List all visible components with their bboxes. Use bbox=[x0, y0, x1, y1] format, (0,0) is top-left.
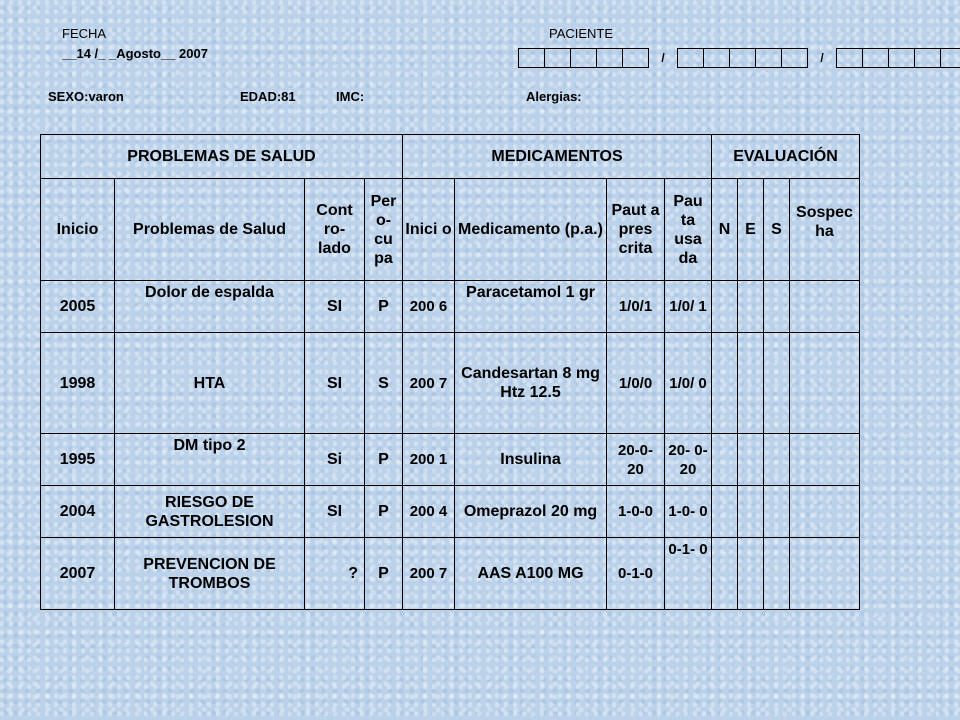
health-problems-table bbox=[40, 134, 860, 610]
cell-controlado: SI bbox=[305, 281, 365, 333]
patient-id-box[interactable] bbox=[544, 48, 570, 68]
patient-id-group-2 bbox=[677, 48, 808, 68]
cell-n[interactable] bbox=[712, 538, 738, 610]
cell-preocupa: P bbox=[365, 538, 403, 610]
cell-inicio: 2007 bbox=[41, 538, 115, 610]
cell-inicio: 1998 bbox=[41, 333, 115, 434]
col-e: E bbox=[738, 179, 764, 281]
col-sospecha: Sospec ha bbox=[790, 179, 860, 281]
cell-pauta-prescrita: 20-0- 20 bbox=[607, 434, 665, 486]
cell-medicamento-line1: Candesartan 8 mg bbox=[461, 365, 600, 382]
cell-medicamento bbox=[455, 333, 607, 434]
patient-id-box[interactable] bbox=[781, 48, 807, 68]
cell-e[interactable] bbox=[738, 486, 764, 538]
cell-n[interactable] bbox=[712, 333, 738, 434]
col-problemas: Problemas de Salud bbox=[115, 179, 305, 281]
table-row bbox=[41, 281, 860, 333]
cell-controlado: ? bbox=[305, 538, 365, 610]
patient-id-box[interactable] bbox=[596, 48, 622, 68]
cell-e[interactable] bbox=[738, 281, 764, 333]
patient-id-box[interactable] bbox=[570, 48, 596, 68]
patient-id-boxes bbox=[518, 48, 960, 68]
cell-s[interactable] bbox=[764, 538, 790, 610]
cell-n[interactable] bbox=[712, 281, 738, 333]
cell-inicio-med: 200 1 bbox=[403, 434, 455, 486]
cell-problema: PREVENCION DE TROMBOS bbox=[115, 538, 305, 610]
cell-pauta-usada: 0-1- 0 bbox=[665, 538, 712, 610]
cell-sospecha[interactable] bbox=[790, 434, 860, 486]
col-s: S bbox=[764, 179, 790, 281]
cell-pauta-usada: 1/0/ 1 bbox=[665, 281, 712, 333]
cell-inicio-med: 200 7 bbox=[403, 333, 455, 434]
cell-e[interactable] bbox=[738, 434, 764, 486]
cell-problema: Dolor de espalda bbox=[115, 281, 305, 333]
cell-s[interactable] bbox=[764, 486, 790, 538]
cell-medicamento: Insulina bbox=[455, 434, 607, 486]
patient-id-box[interactable] bbox=[862, 48, 888, 68]
cell-medicamento-line2: Htz 12.5 bbox=[500, 384, 561, 401]
group-medicamentos: MEDICAMENTOS bbox=[403, 135, 712, 179]
patient-id-box[interactable] bbox=[914, 48, 940, 68]
cell-preocupa: P bbox=[365, 434, 403, 486]
patient-id-separator: / bbox=[820, 51, 824, 65]
cell-s[interactable] bbox=[764, 281, 790, 333]
group-problemas: PROBLEMAS DE SALUD bbox=[41, 135, 403, 179]
sexo-field: SEXO:varon bbox=[48, 89, 124, 104]
table-row bbox=[41, 434, 860, 486]
cell-medicamento: AAS A100 MG bbox=[455, 538, 607, 610]
table-row bbox=[41, 486, 860, 538]
col-inicio-med: Inici o bbox=[403, 179, 455, 281]
cell-inicio: 1995 bbox=[41, 434, 115, 486]
cell-pauta-usada: 1-0- 0 bbox=[665, 486, 712, 538]
cell-problema: RIESGO DE GASTROLESION bbox=[115, 486, 305, 538]
col-controlado: Cont ro- lado bbox=[305, 179, 365, 281]
cell-preocupa: S bbox=[365, 333, 403, 434]
patient-id-box[interactable] bbox=[755, 48, 781, 68]
cell-inicio-med: 200 6 bbox=[403, 281, 455, 333]
cell-problema: DM tipo 2 bbox=[115, 434, 305, 486]
cell-sospecha[interactable] bbox=[790, 538, 860, 610]
patient-id-group-1 bbox=[518, 48, 649, 68]
cell-pauta-prescrita: 1-0-0 bbox=[607, 486, 665, 538]
patient-id-box[interactable] bbox=[729, 48, 755, 68]
cell-pauta-usada: 20- 0-20 bbox=[665, 434, 712, 486]
cell-n[interactable] bbox=[712, 434, 738, 486]
cell-pauta-prescrita: 1/0/0 bbox=[607, 333, 665, 434]
cell-pauta-usada: 1/0/ 0 bbox=[665, 333, 712, 434]
imc-field: IMC: bbox=[336, 89, 365, 104]
edad-field: EDAD:81 bbox=[240, 89, 296, 104]
cell-medicamento: Omeprazol 20 mg bbox=[455, 486, 607, 538]
col-inicio: Inicio bbox=[41, 179, 115, 281]
cell-n[interactable] bbox=[712, 486, 738, 538]
patient-id-box[interactable] bbox=[940, 48, 960, 68]
patient-id-box[interactable] bbox=[888, 48, 914, 68]
table-row bbox=[41, 538, 860, 610]
patient-id-separator: / bbox=[661, 51, 665, 65]
col-pauta-prescrita: Paut a pres crita bbox=[607, 179, 665, 281]
column-header-row bbox=[41, 179, 860, 281]
paciente-label: PACIENTE bbox=[549, 26, 614, 41]
cell-medicamento: Paracetamol 1 gr bbox=[455, 281, 607, 333]
cell-inicio-med: 200 4 bbox=[403, 486, 455, 538]
cell-preocupa: P bbox=[365, 281, 403, 333]
patient-id-box[interactable] bbox=[677, 48, 703, 68]
cell-inicio-med: 200 7 bbox=[403, 538, 455, 610]
table-row bbox=[41, 333, 860, 434]
cell-inicio: 2005 bbox=[41, 281, 115, 333]
cell-s[interactable] bbox=[764, 434, 790, 486]
cell-problema: HTA bbox=[115, 333, 305, 434]
group-header-row bbox=[41, 135, 860, 179]
col-pauta-usada: Pau ta usa da bbox=[665, 179, 712, 281]
col-preocupa: Per o- cu pa bbox=[365, 179, 403, 281]
cell-pauta-prescrita: 1/0/1 bbox=[607, 281, 665, 333]
cell-e[interactable] bbox=[738, 333, 764, 434]
col-medicamento: Medicamento (p.a.) bbox=[455, 179, 607, 281]
cell-controlado: Si bbox=[305, 434, 365, 486]
fecha-value: __14 /_ _Agosto__ 2007 bbox=[62, 46, 208, 61]
cell-sospecha[interactable] bbox=[790, 281, 860, 333]
cell-pauta-prescrita: 0-1-0 bbox=[607, 538, 665, 610]
cell-sospecha[interactable] bbox=[790, 333, 860, 434]
col-n: N bbox=[712, 179, 738, 281]
cell-controlado: SI bbox=[305, 486, 365, 538]
cell-e[interactable] bbox=[738, 538, 764, 610]
cell-inicio: 2004 bbox=[41, 486, 115, 538]
cell-preocupa: P bbox=[365, 486, 403, 538]
cell-s[interactable] bbox=[764, 333, 790, 434]
patient-id-box[interactable] bbox=[518, 48, 544, 68]
patient-id-box[interactable] bbox=[836, 48, 862, 68]
alergias-field: Alergias: bbox=[526, 89, 582, 104]
patient-id-box[interactable] bbox=[622, 48, 648, 68]
group-evaluacion: EVALUACIÓN bbox=[712, 135, 860, 179]
cell-controlado: SI bbox=[305, 333, 365, 434]
fecha-label: FECHA bbox=[62, 26, 107, 41]
patient-id-group-3 bbox=[836, 48, 960, 68]
patient-id-box[interactable] bbox=[703, 48, 729, 68]
cell-sospecha[interactable] bbox=[790, 486, 860, 538]
